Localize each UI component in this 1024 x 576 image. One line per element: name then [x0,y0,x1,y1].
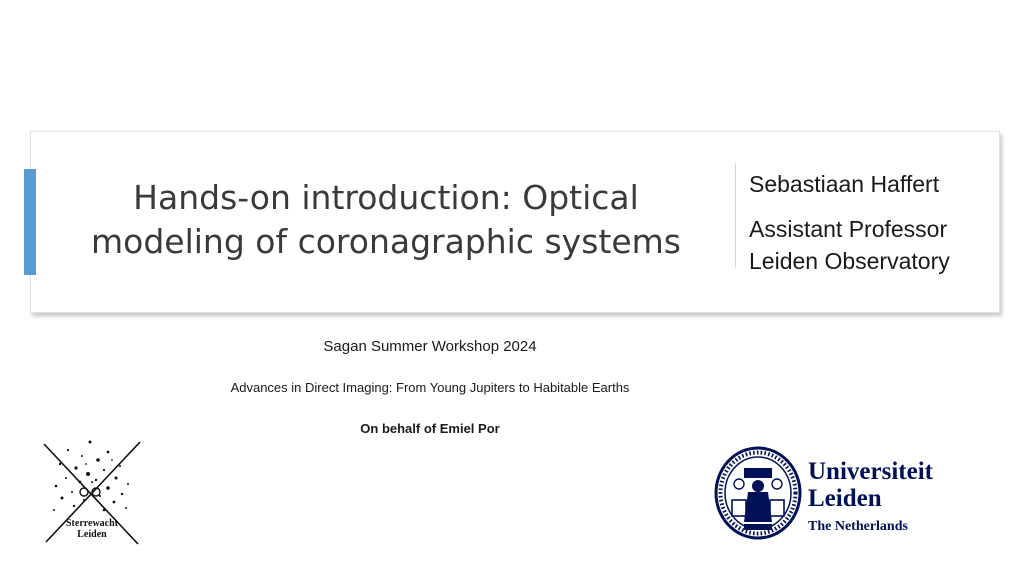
sterrewacht-logo-line-1: Sterrewacht [65,518,119,529]
workshop-subtitle: Advances in Direct Imaging: From Young Jupiters to Habitable Earths [230,380,630,395]
slide-title-line-1: Hands-on introduction: Optical [133,178,639,217]
university-name-line-2: Leiden [808,485,882,512]
accent-bar [24,169,36,275]
author-affiliation [749,213,950,277]
sterrewacht-logo-line-2: Leiden [77,529,107,540]
author-role: Assistant Professor [749,216,948,242]
leiden-seal-icon [714,446,802,540]
university-name-line-1: Universiteit [808,458,933,485]
title-divider [735,163,736,268]
author-institution: Leiden Observatory [749,248,950,274]
slide-title-line-2: modeling of coronagraphic systems [91,222,681,261]
university-country: The Netherlands [808,519,908,534]
slide-title [36,176,736,264]
university-name [808,458,933,512]
author-name: Sebastiaan Haffert [749,171,940,197]
workshop-name: Sagan Summer Workshop 2024 [323,338,537,355]
on-behalf-of: On behalf of Emiel Por [360,421,500,436]
